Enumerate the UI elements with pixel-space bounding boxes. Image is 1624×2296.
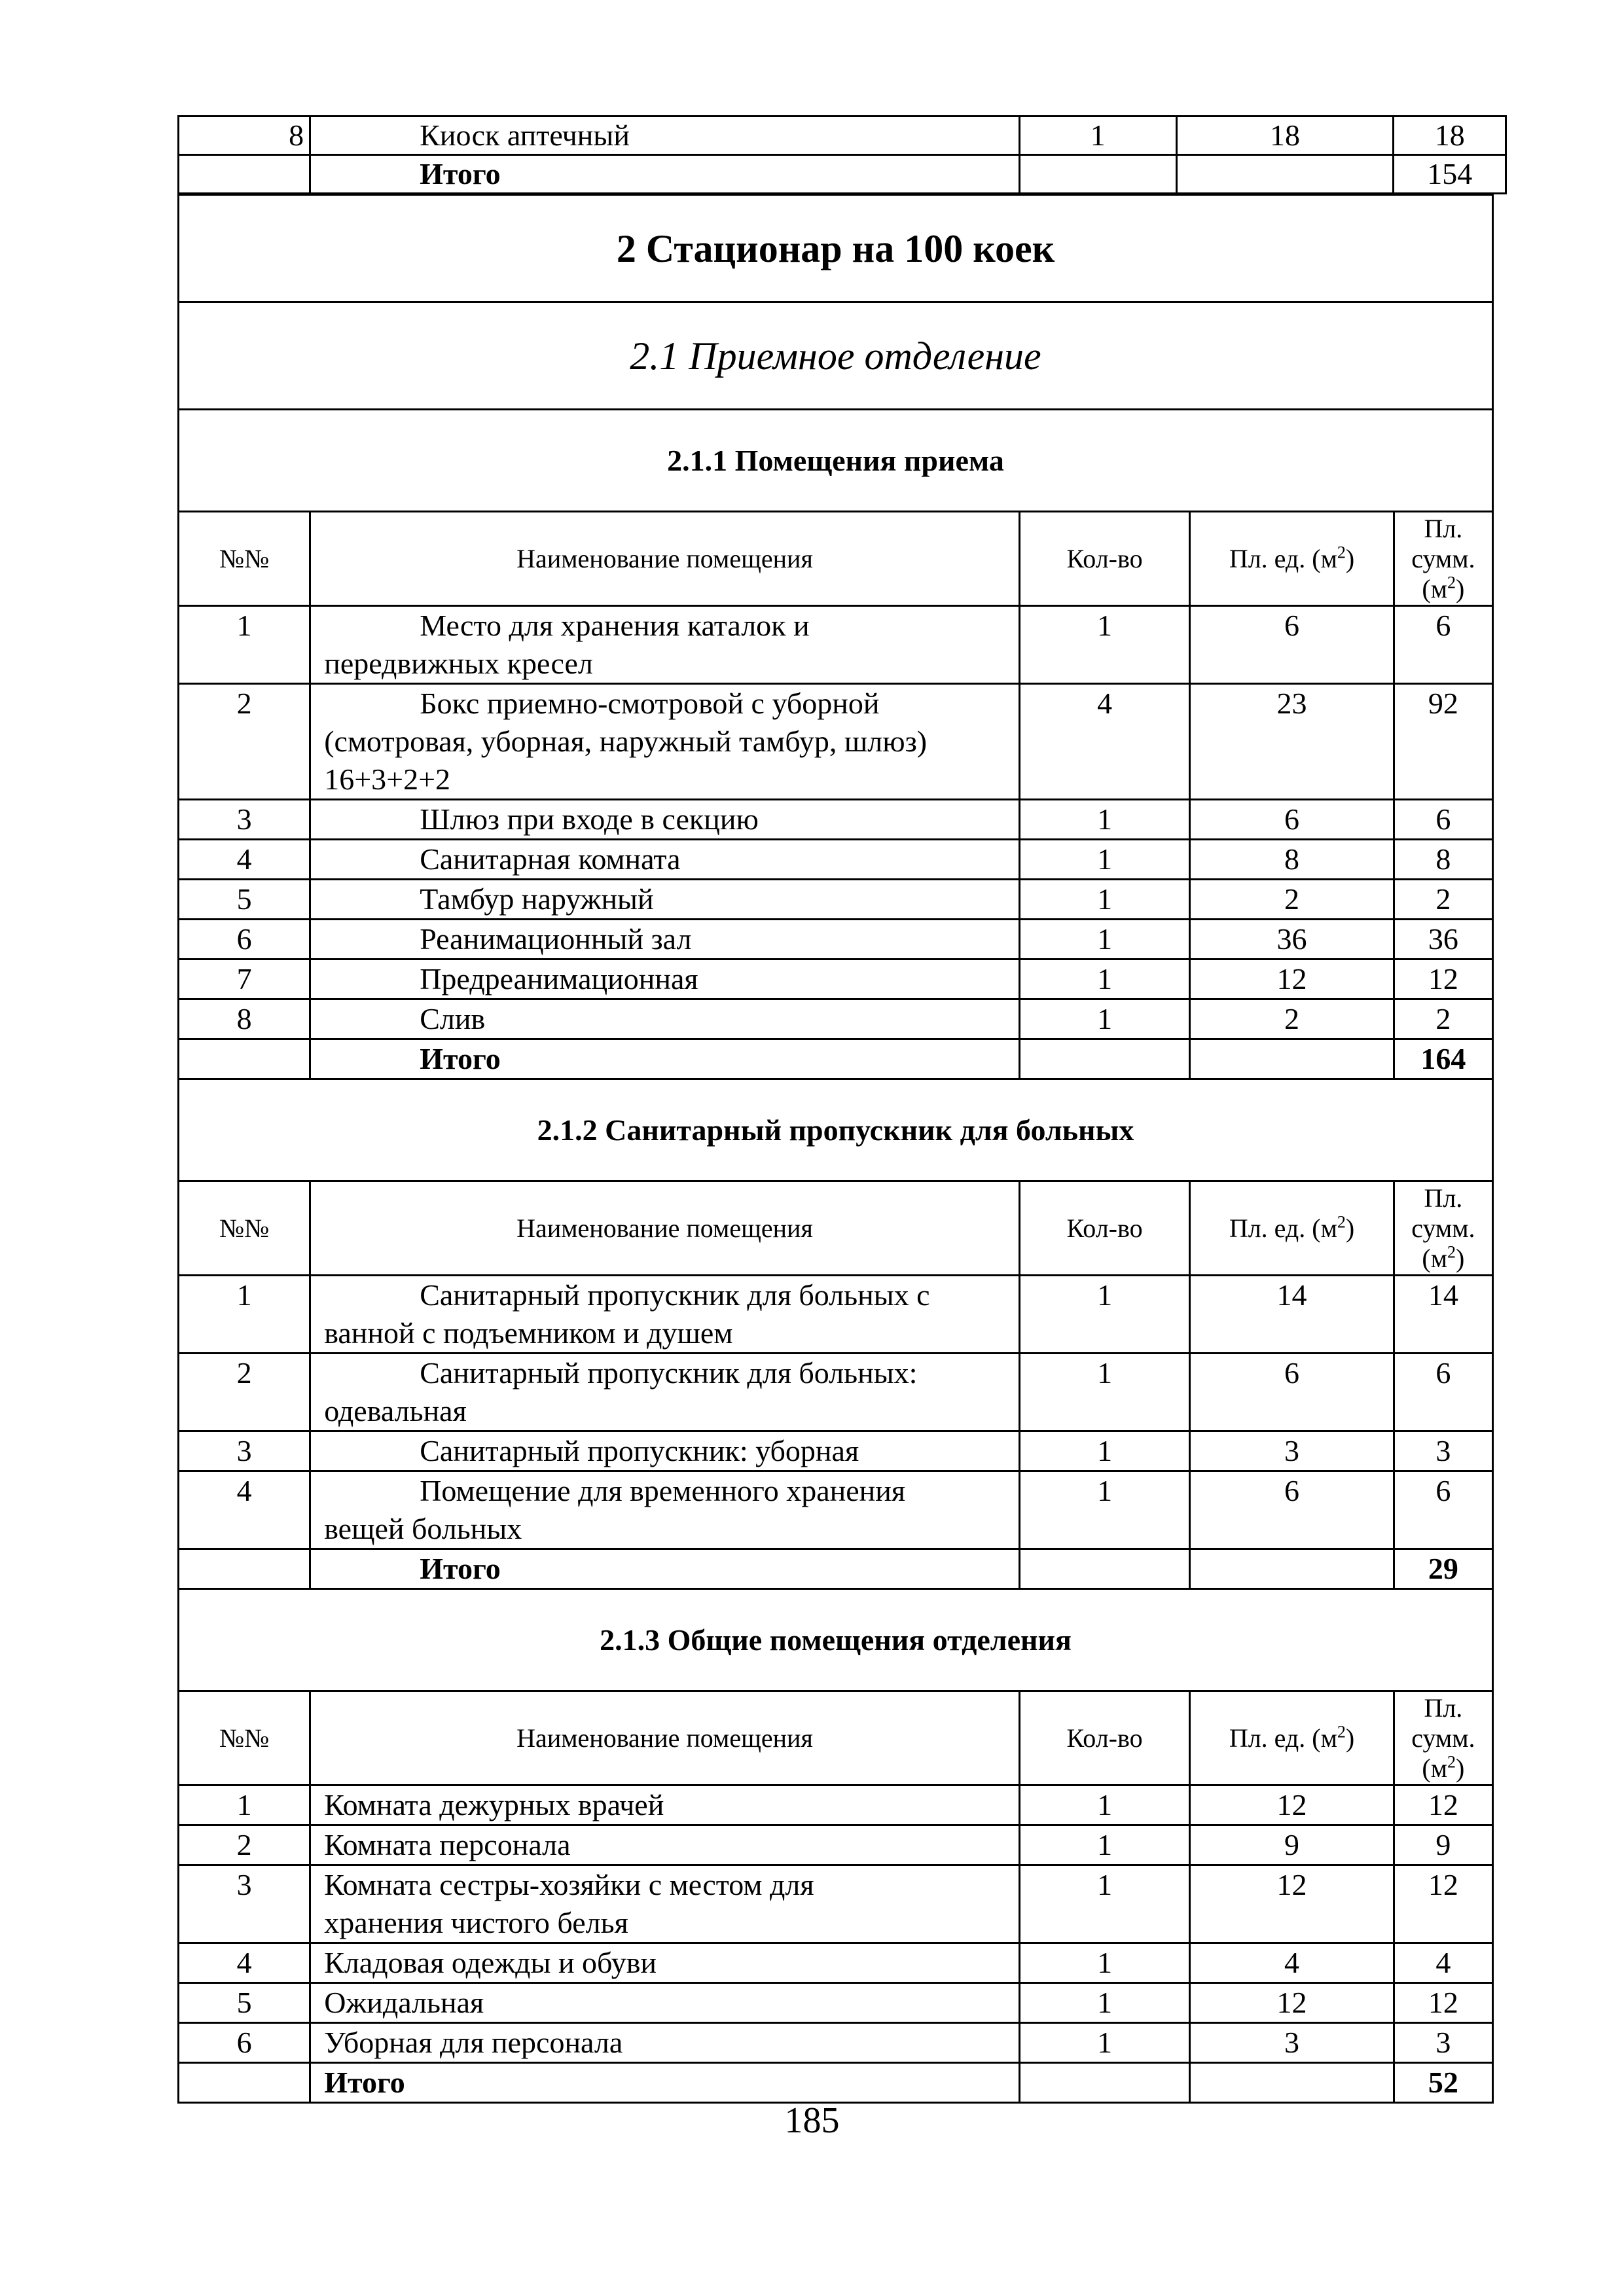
table-row (179, 1825, 1493, 1865)
room-name: Бокс приемно-смотровой с уборной (смотровая, уборная, наружный тамбур, шлюз) 16+3+2+2 (310, 684, 1020, 800)
header-unit-area: Пл. ед. $(м^2)$ (1190, 1181, 1394, 1276)
table-row (179, 2023, 1493, 2063)
room-unit-area: 3 (1190, 2023, 1394, 2063)
header-total-area: Пл. сумм. $(м^2)$ (1394, 512, 1492, 606)
table-row (179, 117, 1506, 155)
room-total-area: 12 (1394, 1983, 1492, 2023)
room-total-area: 2 (1394, 999, 1492, 1039)
header-quantity: Кол-во (1019, 512, 1189, 606)
header-name: Наименование помещения (310, 1181, 1020, 1276)
header-number: №№ (179, 1691, 310, 1785)
room-total-area: 4 (1394, 1943, 1492, 1983)
empty-cell (1019, 1549, 1189, 1589)
room-name: Санитарный пропускник для больных с ванной с подъемником и душем (310, 1276, 1020, 1354)
room-unit-area: 9 (1190, 1825, 1394, 1865)
table-row (179, 1431, 1493, 1471)
room-quantity: 1 (1019, 1943, 1189, 1983)
total-label: Итого (310, 155, 1019, 194)
room-name: Предреанимационная (310, 960, 1020, 999)
row-number: 4 (179, 840, 310, 880)
room-name: Комната дежурных врачей (310, 1785, 1020, 1825)
room-total-area: 14 (1394, 1276, 1492, 1354)
row-number: 3 (179, 1431, 310, 1471)
table-row (179, 1983, 1493, 2023)
column-header-row (179, 1691, 1493, 1785)
room-name: Помещение для временного хранения вещей больных (310, 1471, 1020, 1549)
room-total-area: 12 (1394, 1865, 1492, 1943)
room-quantity: 1 (1019, 800, 1189, 840)
room-quantity: 1 (1019, 1825, 1189, 1865)
room-unit-area: 14 (1190, 1276, 1394, 1354)
room-name: Уборная для персонала (310, 2023, 1020, 2063)
empty-cell (1019, 155, 1176, 194)
table-row (179, 960, 1493, 999)
total-row (179, 1549, 1493, 1589)
carryover-table (177, 115, 1507, 194)
room-quantity: 1 (1019, 1785, 1189, 1825)
room-name: Санитарная комната (310, 840, 1020, 880)
room-total-area: 36 (1394, 920, 1492, 960)
header-number: №№ (179, 1181, 310, 1276)
total-label: Итого (310, 1039, 1020, 1079)
rooms-table (177, 194, 1494, 2104)
room-name: Комната персонала (310, 1825, 1020, 1865)
column-header-row (179, 1181, 1493, 1276)
total-row (179, 155, 1506, 194)
row-number: 6 (179, 2023, 310, 2063)
room-unit-area: 12 (1190, 960, 1394, 999)
room-quantity: 1 (1019, 1865, 1189, 1943)
table-row (179, 1943, 1493, 1983)
empty-cell (1019, 2063, 1189, 2103)
room-unit-area: 6 (1190, 1354, 1394, 1431)
subsection-title: 2.1 Приемное отделение (179, 302, 1493, 410)
total-value: 29 (1394, 1549, 1492, 1589)
room-unit-area: 12 (1190, 1865, 1394, 1943)
row-number: 8 (179, 117, 310, 155)
room-quantity: 1 (1019, 999, 1189, 1039)
room-total-area: 12 (1394, 1785, 1492, 1825)
row-number (179, 1039, 310, 1079)
room-total-area: 6 (1394, 800, 1492, 840)
header-name: Наименование помещения (310, 512, 1020, 606)
room-total-area: 18 (1394, 117, 1506, 155)
room-name: Кладовая одежды и обуви (310, 1943, 1020, 1983)
subsection-heading-row (179, 302, 1493, 410)
row-number (179, 1549, 310, 1589)
room-unit-area: 6 (1190, 1471, 1394, 1549)
room-quantity: 4 (1019, 684, 1189, 800)
empty-cell (1190, 1549, 1394, 1589)
row-number: 1 (179, 606, 310, 684)
table-row (179, 920, 1493, 960)
header-number: №№ (179, 512, 310, 606)
column-header-row (179, 512, 1493, 606)
group-title: 2.1.3 Общие помещения отделения (179, 1589, 1493, 1691)
room-total-area: 12 (1394, 960, 1492, 999)
room-total-area: 6 (1394, 1354, 1492, 1431)
row-number: 4 (179, 1471, 310, 1549)
room-name: Киоск аптечный (310, 117, 1019, 155)
room-total-area: 6 (1394, 606, 1492, 684)
row-number: 5 (179, 880, 310, 920)
room-total-area: 9 (1394, 1825, 1492, 1865)
room-total-area: 8 (1394, 840, 1492, 880)
row-number: 3 (179, 1865, 310, 1943)
room-quantity: 1 (1019, 880, 1189, 920)
room-quantity: 1 (1019, 1431, 1189, 1471)
row-number: 2 (179, 1354, 310, 1431)
empty-cell (1176, 155, 1394, 194)
room-name: Шлюз при входе в секцию (310, 800, 1020, 840)
row-number: 6 (179, 920, 310, 960)
row-number: 1 (179, 1785, 310, 1825)
section-title: 2 Стационар на 100 коек (179, 195, 1493, 302)
table-row (179, 880, 1493, 920)
total-value: 154 (1394, 155, 1506, 194)
total-value: 52 (1394, 2063, 1492, 2103)
room-name: Реанимационный зал (310, 920, 1020, 960)
table-row (179, 800, 1493, 840)
room-quantity: 1 (1019, 1471, 1189, 1549)
page-number: 185 (784, 2100, 840, 2141)
row-number (179, 155, 310, 194)
room-unit-area: 23 (1190, 684, 1394, 800)
room-quantity: 1 (1019, 840, 1189, 880)
row-number: 1 (179, 1276, 310, 1354)
row-number: 3 (179, 800, 310, 840)
row-number: 2 (179, 684, 310, 800)
room-unit-area: 3 (1190, 1431, 1394, 1471)
header-quantity: Кол-во (1019, 1691, 1189, 1785)
total-row (179, 2063, 1493, 2103)
room-unit-area: 2 (1190, 999, 1394, 1039)
room-quantity: 1 (1019, 606, 1189, 684)
room-total-area: 92 (1394, 684, 1492, 800)
header-unit-area: Пл. ед. $(м^2)$ (1190, 1691, 1394, 1785)
table-row (179, 1471, 1493, 1549)
row-number (179, 2063, 310, 2103)
empty-cell (1019, 1039, 1189, 1079)
room-unit-area: 8 (1190, 840, 1394, 880)
total-row (179, 1039, 1493, 1079)
room-quantity: 1 (1019, 117, 1176, 155)
table-row (179, 1354, 1493, 1431)
room-total-area: 3 (1394, 2023, 1492, 2063)
room-quantity: 1 (1019, 1354, 1189, 1431)
table-row (179, 684, 1493, 800)
room-name: Слив (310, 999, 1020, 1039)
room-quantity: 1 (1019, 960, 1189, 999)
table-row (179, 1276, 1493, 1354)
group-heading-row (179, 1589, 1493, 1691)
table-row (179, 606, 1493, 684)
room-unit-area: 12 (1190, 1983, 1394, 2023)
table-row (179, 1785, 1493, 1825)
room-quantity: 1 (1019, 2023, 1189, 2063)
header-quantity: Кол-во (1019, 1181, 1189, 1276)
room-unit-area: 2 (1190, 880, 1394, 920)
total-label: Итого (310, 1549, 1020, 1589)
room-name: Санитарный пропускник: уборная (310, 1431, 1020, 1471)
room-name: Тамбур наружный (310, 880, 1020, 920)
row-number: 7 (179, 960, 310, 999)
row-number: 4 (179, 1943, 310, 1983)
room-unit-area: 36 (1190, 920, 1394, 960)
header-total-area: Пл. сумм. $(м^2)$ (1394, 1691, 1492, 1785)
room-unit-area: 4 (1190, 1943, 1394, 1983)
total-value: 164 (1394, 1039, 1492, 1079)
room-unit-area: 6 (1190, 800, 1394, 840)
room-unit-area: 6 (1190, 606, 1394, 684)
row-number: 5 (179, 1983, 310, 2023)
room-name: Санитарный пропускник для больных: одевальная (310, 1354, 1020, 1431)
table-row (179, 840, 1493, 880)
header-unit-area: Пл. ед. $(м^2)$ (1190, 512, 1394, 606)
room-quantity: 1 (1019, 1276, 1189, 1354)
total-label: Итого (310, 2063, 1020, 2103)
group-title: 2.1.1 Помещения приема (179, 410, 1493, 512)
section-heading-row (179, 195, 1493, 302)
group-heading-row (179, 1079, 1493, 1181)
room-quantity: 1 (1019, 1983, 1189, 2023)
empty-cell (1190, 1039, 1394, 1079)
group-title: 2.1.2 Санитарный пропускник для больных (179, 1079, 1493, 1181)
row-number: 2 (179, 1825, 310, 1865)
room-name: Ожидальная (310, 1983, 1020, 2023)
table-row (179, 999, 1493, 1039)
empty-cell (1190, 2063, 1394, 2103)
room-total-area: 2 (1394, 880, 1492, 920)
group-heading-row (179, 410, 1493, 512)
room-quantity: 1 (1019, 920, 1189, 960)
room-unit-area: 12 (1190, 1785, 1394, 1825)
room-total-area: 6 (1394, 1471, 1492, 1549)
room-unit-area: 18 (1176, 117, 1394, 155)
table-row (179, 1865, 1493, 1943)
room-total-area: 3 (1394, 1431, 1492, 1471)
room-name: Комната сестры-хозяйки с местом для хранения чистого белья (310, 1865, 1020, 1943)
row-number: 8 (179, 999, 310, 1039)
header-total-area: Пл. сумм. $(м^2)$ (1394, 1181, 1492, 1276)
header-name: Наименование помещения (310, 1691, 1020, 1785)
room-name: Место для хранения каталок и передвижных кресел (310, 606, 1020, 684)
